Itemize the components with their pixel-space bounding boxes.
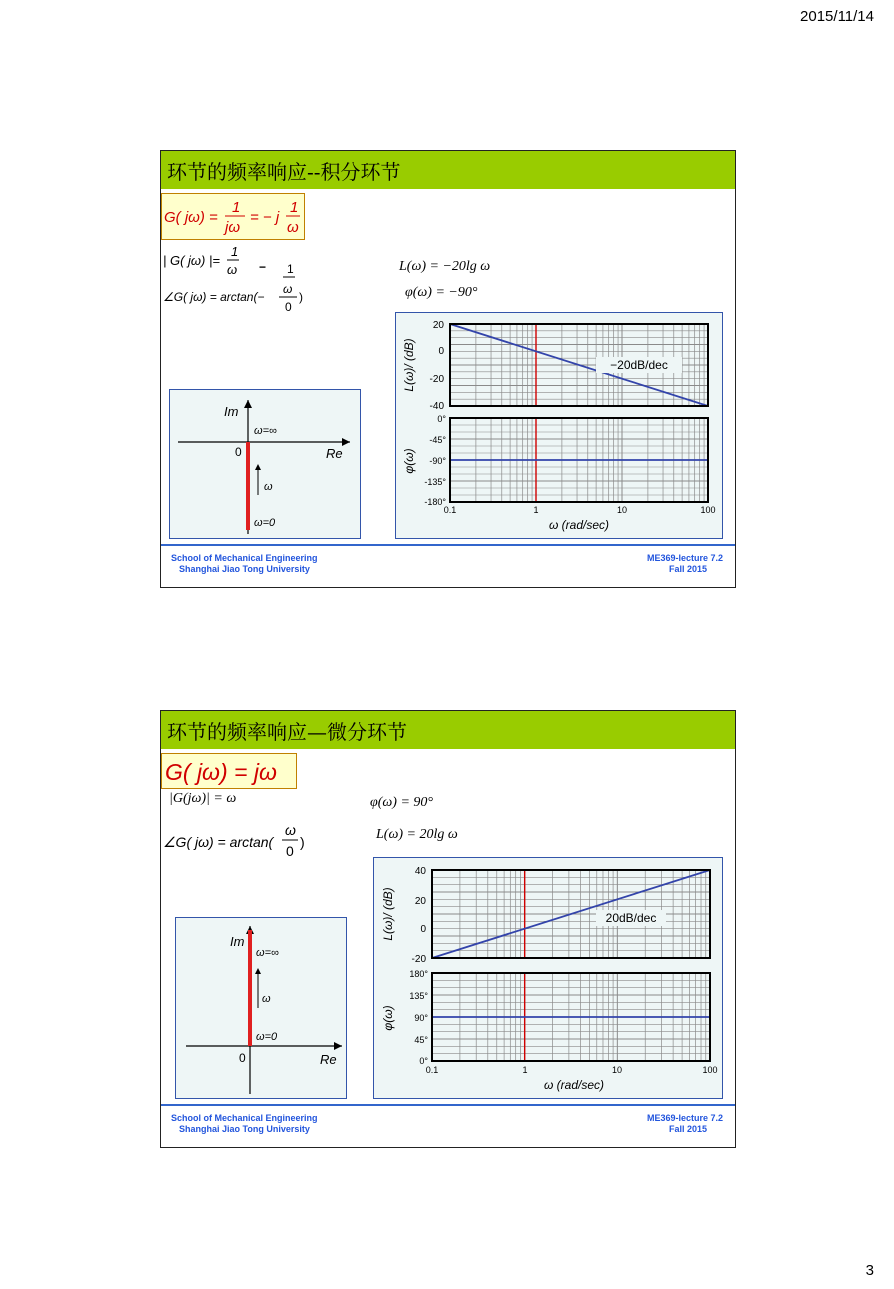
phase-tick-4: -180°	[424, 497, 446, 507]
x-tick-3: 100	[702, 1065, 718, 1075]
formula-box	[161, 193, 305, 240]
mag-tick-1: 0	[438, 346, 444, 357]
phase-tick-0: 180°	[409, 969, 428, 979]
omega-label: ω	[264, 481, 273, 493]
title-bar	[161, 711, 735, 749]
page-number: 3	[865, 1262, 874, 1279]
nyquist-plot	[175, 917, 347, 1099]
footer-institution	[171, 1113, 318, 1135]
magnitude-eq: |G(jω)| = ω	[169, 791, 237, 806]
bode-plot	[373, 857, 723, 1099]
mag-tick-2: -20	[429, 374, 444, 385]
footer-school: School of Mechanical Engineering	[171, 1113, 318, 1123]
svg-text:∠G( jω) = arctan(−: ∠G( jω) = arctan(−	[163, 290, 265, 304]
footer-university: Shanghai Jiao Tong University	[179, 564, 310, 574]
origin-label: 0	[235, 445, 242, 459]
phase-tick-2: 90°	[414, 1013, 428, 1023]
bode-xlabel: ω (rad/sec)	[548, 518, 610, 532]
formula-main-svg	[162, 194, 304, 239]
footer-institution	[171, 553, 318, 575]
svg-text:| G( jω) |=: | G( jω) |=	[163, 253, 220, 268]
slide-title: 环节的频率响应--积分环节	[167, 160, 401, 184]
slide-derivative	[160, 710, 736, 1148]
mag-ylabel: L(ω)/ (dB)	[381, 887, 395, 941]
omega-zero-label: ω=0	[254, 517, 276, 529]
nyquist-plot	[169, 389, 361, 539]
svg-text:ω: ω	[285, 822, 296, 838]
phase-arctan-eq-svg	[161, 257, 321, 321]
svg-text:= − j: = − j	[250, 209, 280, 226]
slide-title: 环节的频率响应—微分环节	[167, 720, 407, 744]
svg-text:ω: ω	[287, 219, 299, 236]
svg-text:1: 1	[231, 244, 239, 259]
phase-ylabel: φ(ω)	[381, 1005, 395, 1031]
footer-term: Fall 2015	[668, 1124, 707, 1134]
x-tick-1: 1	[522, 1065, 528, 1075]
omega-inf-label: ω=∞	[254, 425, 277, 437]
svg-text:0: 0	[285, 300, 292, 314]
x-tick-3: 100	[700, 505, 716, 515]
mag-tick-2: 0	[420, 924, 426, 935]
svg-text:jω: jω	[225, 219, 241, 236]
footer-school: School of Mechanical Engineering	[171, 553, 318, 563]
svg-text:G( jω) =: G( jω) =	[164, 209, 218, 226]
footer-lecture: ME369-lecture 7.2	[646, 1113, 723, 1123]
phase-tick-2: -90°	[429, 456, 446, 466]
svg-text:∠G( jω) = arctan(: ∠G( jω) = arctan(	[163, 834, 274, 850]
phase-ylabel: φ(ω)	[402, 448, 416, 474]
x-tick-0: 0.1	[443, 505, 457, 515]
footer-term: Fall 2015	[668, 564, 707, 574]
im-label: Im	[230, 934, 245, 949]
svg-text:1: 1	[287, 262, 294, 276]
phase-value-eq: φ(ω) = −90°	[405, 285, 478, 300]
phase-value-eq: φ(ω) = 90°	[370, 795, 433, 810]
mag-tick-3: -40	[429, 401, 444, 412]
x-tick-0: 0.1	[425, 1065, 439, 1075]
formula-box	[161, 753, 297, 789]
footer-course	[647, 553, 723, 575]
log-magnitude-eq: L(ω) = 20lg ω	[376, 827, 458, 842]
mag-tick-0: 20	[432, 320, 444, 331]
formula-main-svg	[162, 754, 296, 788]
footer-rule	[161, 1104, 735, 1106]
phase-tick-1: 135°	[409, 991, 428, 1001]
x-tick-2: 10	[611, 1065, 623, 1075]
mag-tick-3: -20	[411, 954, 426, 965]
bode-xlabel: ω (rad/sec)	[543, 1078, 605, 1092]
im-label: Im	[224, 404, 239, 419]
re-label: Re	[320, 1052, 337, 1067]
omega-inf-label: ω=∞	[256, 947, 279, 959]
mag-tick-1: 20	[414, 896, 426, 907]
omega-label: ω	[262, 993, 271, 1005]
svg-text:0: 0	[286, 843, 294, 859]
footer-university: Shanghai Jiao Tong University	[179, 1124, 310, 1134]
phase-tick-1: -45°	[429, 435, 446, 445]
svg-text:1: 1	[290, 199, 299, 216]
svg-text:G( jω) = jω: G( jω) = jω	[165, 759, 277, 785]
svg-text:ω: ω	[227, 262, 238, 277]
svg-text:): )	[300, 834, 305, 850]
re-label: Re	[326, 446, 343, 461]
phase-tick-3: 45°	[414, 1035, 428, 1045]
footer-course	[647, 1113, 723, 1135]
phase-tick-4: 0°	[419, 1056, 428, 1066]
phase-tick-3: -135°	[424, 477, 446, 487]
phase-tick-0: 0°	[437, 414, 446, 424]
footer-rule	[161, 544, 735, 546]
slide-integral	[160, 150, 736, 588]
x-tick-1: 1	[533, 505, 539, 515]
phase-arctan-eq-svg	[161, 819, 321, 863]
log-magnitude-eq: L(ω) = −20lg ω	[399, 259, 491, 274]
omega-zero-label: ω=0	[256, 1031, 278, 1043]
svg-text:ω: ω	[283, 282, 293, 296]
title-bar	[161, 151, 735, 189]
page-date: 2015/11/14	[800, 8, 874, 25]
mag-tick-0: 40	[414, 866, 426, 877]
slope-label: 20dB/dec	[605, 911, 657, 925]
origin-label: 0	[239, 1051, 246, 1065]
svg-text:): )	[299, 290, 303, 304]
slope-label: −20dB/dec	[610, 358, 668, 372]
footer-lecture: ME369-lecture 7.2	[646, 553, 723, 563]
svg-text:1: 1	[232, 199, 241, 216]
x-tick-2: 10	[616, 505, 628, 515]
svg-text:−: −	[259, 260, 267, 274]
mag-ylabel: L(ω)/ (dB)	[402, 338, 416, 392]
bode-plot	[395, 312, 723, 539]
